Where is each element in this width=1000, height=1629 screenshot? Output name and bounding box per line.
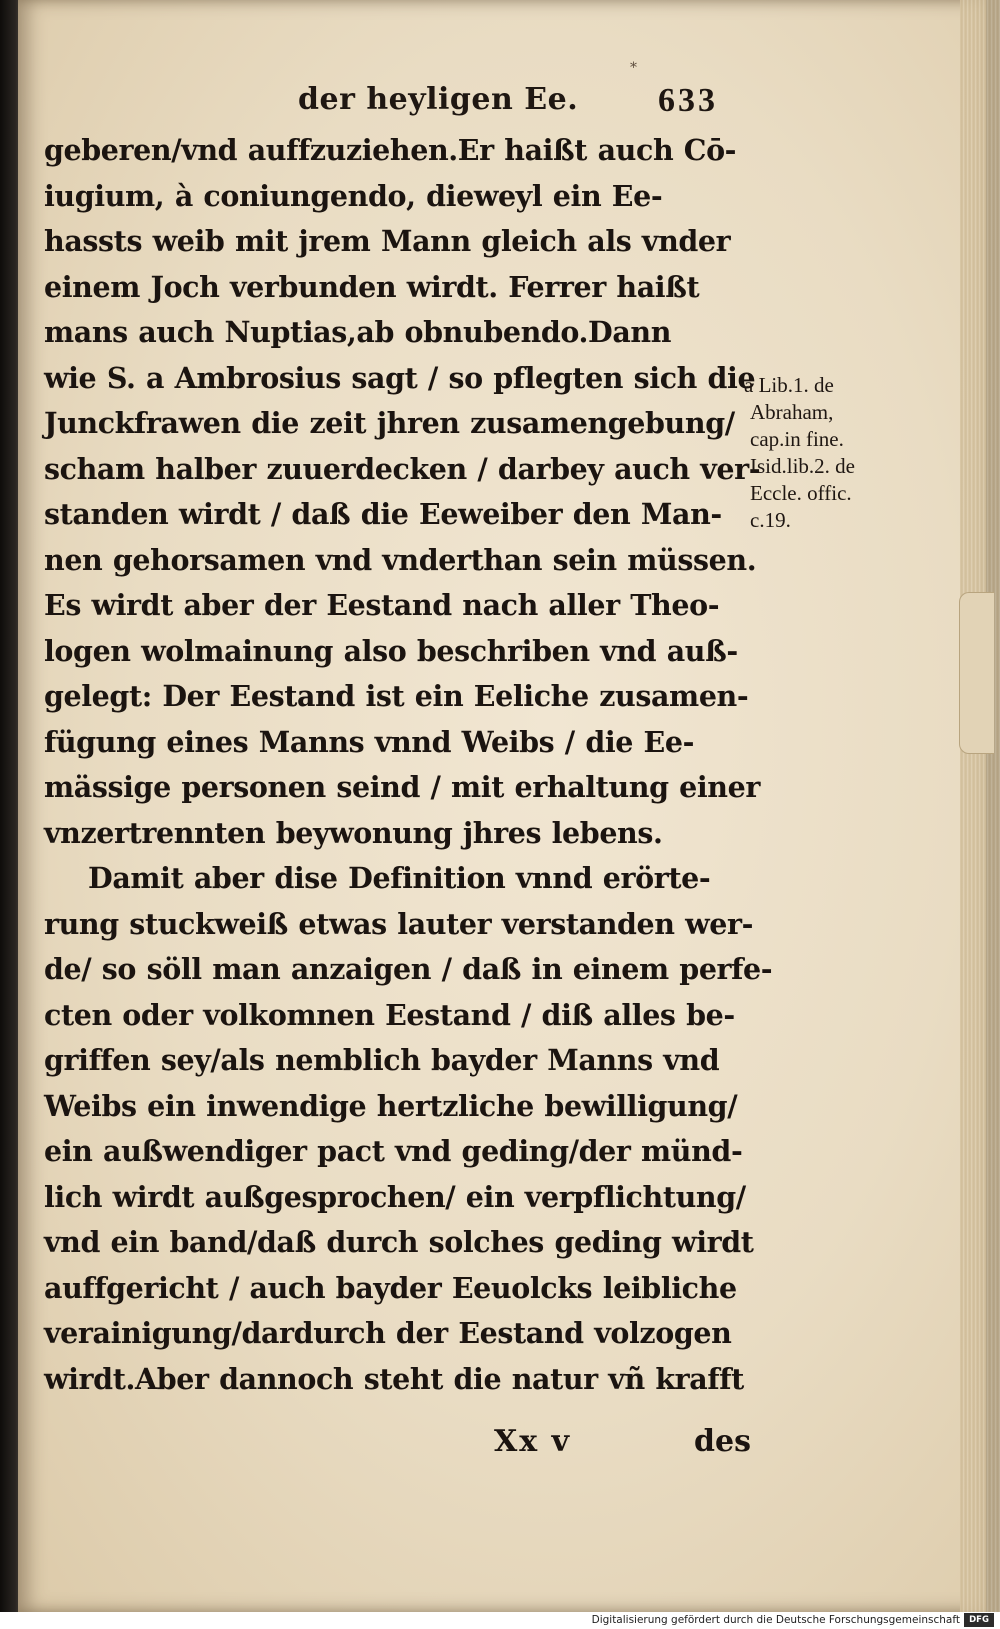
text-line: mässige personen seind / mit erhaltung einer bbox=[44, 770, 760, 804]
page-number: 633 bbox=[658, 82, 718, 119]
margin-note-line: Isid.lib.2. de bbox=[750, 454, 855, 478]
margin-note-line: a Lib.1. de bbox=[744, 373, 834, 397]
margin-note-line: Eccle. offic. bbox=[750, 481, 852, 505]
text-line: lich wirdt außgesprochen/ ein verpflichtung/ bbox=[44, 1179, 746, 1214]
text-line: wie S. a Ambrosius sagt / so pflegten sich die bbox=[44, 360, 756, 395]
text-line: gelegt: Der Eestand ist ein Eeliche zusamen- bbox=[44, 679, 749, 713]
text-line: vnzertrennten beywonung jhres lebens. bbox=[44, 815, 663, 850]
body-text bbox=[44, 128, 784, 1402]
text-line: Junckfrawen die zeit jhren zusamengebung/ bbox=[44, 406, 735, 440]
text-line: logen wolmainung also beschriben vnd auß- bbox=[44, 633, 738, 668]
footer-credit: Digitalisierung gefördert durch die Deutsche Forschungsgemeinschaft bbox=[591, 1614, 960, 1626]
text-line: rung stuckweiß etwas lauter verstanden wer- bbox=[44, 906, 754, 941]
text-line: geberen/vnd auffzuziehen.Er haißt auch Cō- bbox=[44, 133, 737, 167]
text-line: ein außwendiger pact vnd geding/der münd- bbox=[44, 1134, 743, 1168]
margin-note-line: c.19. bbox=[750, 508, 791, 532]
text-line: scham halber zuuerdecken / darbey auch ver- bbox=[44, 451, 761, 486]
text-line: wirdt.Aber dannoch steht die natur vñ krafft bbox=[44, 1361, 744, 1396]
text-line: auffgericht / auch bayder Eeuolcks leibliche bbox=[44, 1270, 737, 1305]
page-tab-marker bbox=[959, 592, 994, 754]
text-line: cten oder volkomnen Eestand / diß alles be- bbox=[44, 997, 735, 1032]
text-line: iugium, à coniungendo, dieweyl ein Ee- bbox=[44, 178, 663, 213]
margin-note-line: cap.in fine. bbox=[750, 427, 844, 451]
text-line: vnd ein band/daß durch solches geding wirdt bbox=[44, 1225, 754, 1259]
text-line: Weibs ein inwendige hertzliche bewilligung/ bbox=[44, 1088, 738, 1123]
running-head bbox=[40, 60, 740, 128]
text-line: Damit aber dise Definition vnnd erörte- bbox=[88, 861, 711, 895]
text-line: Es wirdt aber der Eestand nach aller Theo- bbox=[44, 588, 720, 622]
margin-note bbox=[744, 372, 914, 534]
text-line: verainigung/dardurch der Eestand volzogen bbox=[44, 1316, 732, 1350]
catchword: des bbox=[694, 1424, 751, 1459]
text-line: griffen sey/als nemblich bayder Manns vnd bbox=[44, 1043, 720, 1077]
running-head-title: der heyligen Ee. bbox=[298, 82, 579, 117]
dfg-logo: DFG bbox=[964, 1613, 994, 1627]
text-line: standen wirdt / daß die Eeweiber den Man- bbox=[44, 497, 722, 531]
text-line: mans auch Nuptias,ab obnubendo.Dann bbox=[44, 315, 672, 349]
text-line: de/ so söll man anzaigen / daß in einem perfe- bbox=[44, 952, 773, 986]
text-line: fügung eines Manns vnnd Weibs / die Ee- bbox=[44, 724, 695, 759]
text-line: einem Joch verbunden wirdt. Ferrer haißt bbox=[44, 269, 700, 304]
signature-mark: Xx v bbox=[494, 1424, 572, 1459]
ornament-mark: * bbox=[630, 60, 637, 76]
text-line: hassts weib mit jrem Mann gleich als vnder bbox=[44, 224, 731, 258]
text-line: nen gehorsamen vnd vnderthan sein müssen. bbox=[44, 542, 757, 577]
page-stack-edge bbox=[960, 0, 1000, 1612]
margin-note-line: Abraham, bbox=[750, 400, 834, 424]
